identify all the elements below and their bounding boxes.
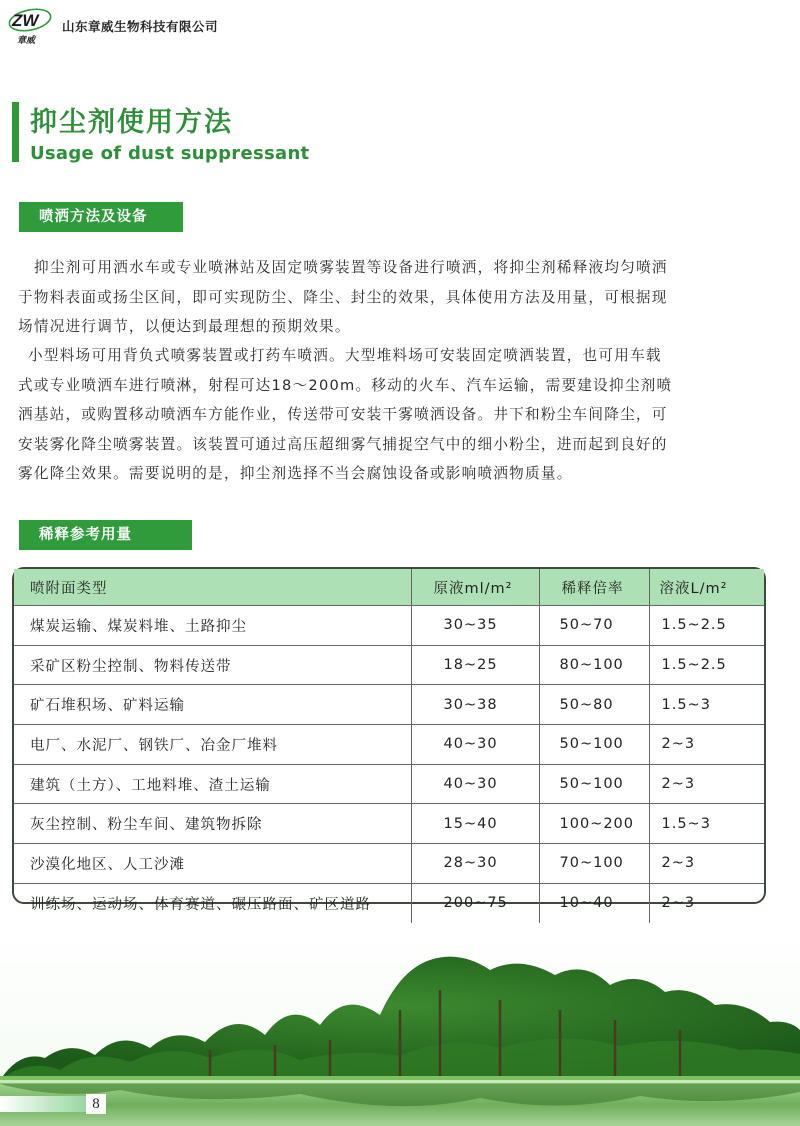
text-line: 洒基站，或购置移动喷洒车方能作业，传送带可安装干雾喷洒设备。井下和粉尘车间降尘，可 bbox=[18, 406, 668, 423]
table-cell: 训练场、运动场、体育赛道、碾压路面、矿区道路 bbox=[14, 883, 411, 922]
svg-text:ZW: ZW bbox=[12, 11, 39, 30]
column-header: 原液ml/m² bbox=[411, 569, 539, 606]
table-cell: 100~200 bbox=[539, 804, 649, 844]
table-cell: 沙漠化地区、人工沙滩 bbox=[14, 844, 411, 884]
svg-text:章威: 章威 bbox=[17, 36, 36, 46]
table-cell: 煤炭运输、煤炭料堆、土路抑尘 bbox=[14, 606, 411, 646]
table-cell: 50~100 bbox=[539, 764, 649, 804]
table-cell: 28~30 bbox=[411, 844, 539, 884]
column-header: 稀释倍率 bbox=[539, 569, 649, 606]
table-cell: 30~35 bbox=[411, 606, 539, 646]
company-logo bbox=[8, 6, 56, 46]
column-header: 溶液L/m² bbox=[649, 569, 764, 606]
page-number: 8 bbox=[86, 1094, 106, 1114]
table-cell: 70~100 bbox=[539, 844, 649, 884]
text-line: 小型料场可用背负式喷雾装置或打药车喷洒。大型堆料场可安装固定喷洒装置，也可用车载 bbox=[28, 347, 662, 364]
landscape-image bbox=[0, 930, 800, 1126]
table-cell: 200~75 bbox=[411, 883, 539, 922]
table-row bbox=[14, 645, 764, 685]
text-line: 于物料表面或扬尘区间，即可实现防尘、降尘、封尘的效果，具体使用方法及用量，可根据现 bbox=[18, 288, 668, 306]
table-header-row bbox=[14, 569, 764, 606]
table-cell: 建筑（土方）、工地料堆、渣土运输 bbox=[14, 764, 411, 804]
table-cell: 40~30 bbox=[411, 725, 539, 765]
table-cell: 1.5~3 bbox=[649, 685, 764, 725]
table-cell: 30~38 bbox=[411, 685, 539, 725]
paragraph-equipment bbox=[18, 341, 778, 489]
table-row bbox=[14, 725, 764, 765]
table-cell: 2~3 bbox=[649, 764, 764, 804]
section-heading-spraying: 喷洒方法及设备 bbox=[19, 202, 183, 232]
table-cell: 50~100 bbox=[539, 725, 649, 765]
table-cell: 1.5~3 bbox=[649, 804, 764, 844]
table-cell: 灰尘控制、粉尘车间、建筑物拆除 bbox=[14, 804, 411, 844]
table-row bbox=[14, 804, 764, 844]
table-cell: 电厂、水泥厂、钢铁厂、冶金厂堆料 bbox=[14, 725, 411, 765]
company-name: 山东章威生物科技有限公司 bbox=[62, 19, 219, 34]
table-row bbox=[14, 844, 764, 884]
table-cell: 50~80 bbox=[539, 685, 649, 725]
table-cell: 1.5~2.5 bbox=[649, 606, 764, 646]
text-line: 雾化降尘效果。需要说明的是，抑尘剂选择不当会腐蚀设备或影响喷洒物质量。 bbox=[18, 465, 573, 482]
table-row bbox=[14, 883, 764, 922]
table-cell: 采矿区粉尘控制、物料传送带 bbox=[14, 645, 411, 685]
table-cell: 50~70 bbox=[539, 606, 649, 646]
dilution-table bbox=[12, 567, 766, 913]
table-cell: 2~3 bbox=[661, 895, 696, 912]
table-cell: 1.5~2.5 bbox=[649, 645, 764, 685]
table-cell: 15~40 bbox=[411, 804, 539, 844]
table-cell: 矿石堆积场、矿料运输 bbox=[14, 685, 411, 725]
text-line: 安装雾化降尘喷雾装置。该装置可通过高压超细雾气捕捉空气中的细小粉尘，进而起到良好的 bbox=[18, 435, 668, 453]
text-line: 场情况进行调节，以便达到最理想的预期效果。 bbox=[18, 318, 351, 335]
table-cell: 18~25 bbox=[411, 645, 539, 685]
page-subtitle: Usage of dust suppressant bbox=[30, 143, 310, 164]
page-title: 抑尘剂使用方法 bbox=[30, 107, 233, 138]
section-heading-dilution: 稀释参考用量 bbox=[19, 520, 192, 550]
table-row bbox=[14, 606, 764, 646]
title-accent-bar bbox=[12, 102, 19, 162]
table-cell: 2~3 bbox=[649, 844, 764, 884]
table-cell: 10~40 bbox=[539, 883, 649, 922]
table-cell: 80~100 bbox=[539, 645, 649, 685]
table-cell: 40~30 bbox=[411, 764, 539, 804]
table-cell: 2~3 bbox=[649, 725, 764, 765]
table-row bbox=[14, 764, 764, 804]
text-line: 式或专业喷洒车进行喷淋，射程可达18～200m。移动的火车、汽车运输，需要建设抑尘剂喷 bbox=[18, 376, 673, 394]
paragraph-spraying-intro bbox=[18, 253, 778, 342]
table-row bbox=[14, 685, 764, 725]
column-header: 喷附面类型 bbox=[14, 569, 411, 606]
page-number-strip bbox=[0, 1096, 86, 1112]
text-line: 抑尘剂可用洒水车或专业喷淋站及固定喷雾装置等设备进行喷洒，将抑尘剂稀释液均匀喷洒 bbox=[34, 259, 668, 276]
